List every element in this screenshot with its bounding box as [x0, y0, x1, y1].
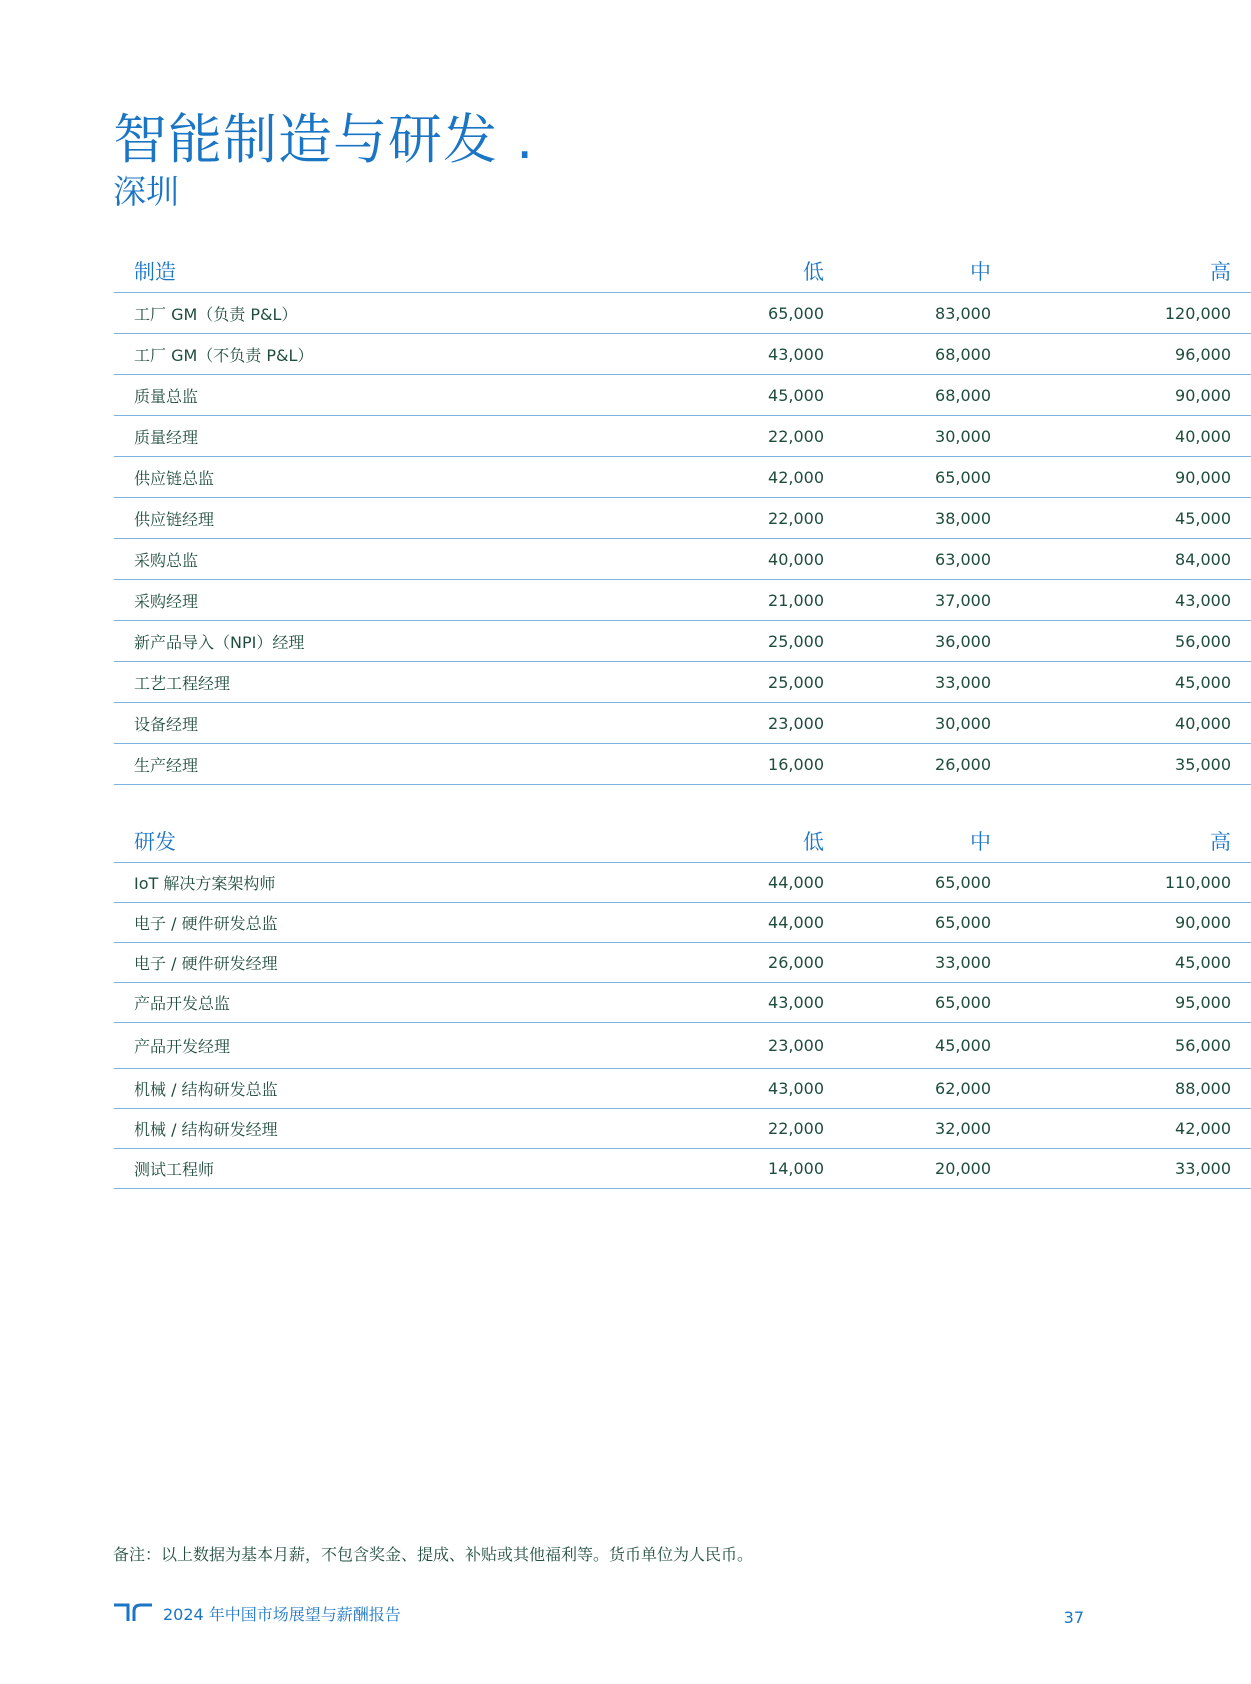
column-header-low: 低 — [694, 820, 844, 863]
salary-low: 65,000 — [694, 293, 844, 334]
footer-report-title: 2024 年中国市场展望与薪酬报告 — [163, 1604, 401, 1624]
salary-low: 26,000 — [694, 943, 844, 983]
table-row — [114, 293, 1251, 334]
salary-mid: 45,000 — [844, 1023, 1011, 1069]
position-name: 采购总监 — [114, 539, 694, 580]
salary-low: 22,000 — [694, 498, 844, 539]
table-row — [114, 580, 1251, 621]
position-name: 新产品导入（NPI）经理 — [114, 621, 694, 662]
salary-high: 33,000 — [1011, 1149, 1251, 1189]
position-name: 工厂 GM（不负责 P&L） — [114, 334, 694, 375]
manufacturing-salary-table — [114, 250, 1251, 785]
table-row — [114, 1149, 1251, 1189]
salary-high: 110,000 — [1011, 863, 1251, 903]
salary-mid: 36,000 — [844, 621, 1011, 662]
rnd-table-body — [114, 863, 1251, 1189]
salary-mid: 26,000 — [844, 744, 1011, 785]
salary-mid: 62,000 — [844, 1069, 1011, 1109]
rnd-salary-table — [114, 820, 1251, 1189]
column-header-high: 高 — [1011, 250, 1251, 293]
column-header-mid: 中 — [844, 820, 1011, 863]
table-header-row — [114, 820, 1251, 863]
page-footer — [113, 1601, 401, 1625]
salary-low: 23,000 — [694, 1023, 844, 1069]
salary-high: 35,000 — [1011, 744, 1251, 785]
position-name: 供应链总监 — [114, 457, 694, 498]
salary-mid: 68,000 — [844, 375, 1011, 416]
salary-low: 21,000 — [694, 580, 844, 621]
salary-low: 25,000 — [694, 621, 844, 662]
salary-low: 25,000 — [694, 662, 844, 703]
salary-mid: 33,000 — [844, 943, 1011, 983]
salary-mid: 38,000 — [844, 498, 1011, 539]
salary-mid: 68,000 — [844, 334, 1011, 375]
page-subtitle: 深圳 — [113, 172, 179, 211]
salary-high: 43,000 — [1011, 580, 1251, 621]
page-number: 37 — [1063, 1608, 1084, 1627]
position-name: 设备经理 — [114, 703, 694, 744]
salary-low: 42,000 — [694, 457, 844, 498]
salary-high: 40,000 — [1011, 703, 1251, 744]
salary-high: 42,000 — [1011, 1109, 1251, 1149]
table-row — [114, 662, 1251, 703]
position-name: 工厂 GM（负责 P&L） — [114, 293, 694, 334]
salary-low: 22,000 — [694, 416, 844, 457]
salary-high: 45,000 — [1011, 943, 1251, 983]
page-title: 智能制造与研发 . — [113, 108, 535, 171]
footnote: 备注：以上数据为基本月薪，不包含奖金、提成、补贴或其他福利等。货币单位为人民币。 — [113, 1545, 754, 1564]
salary-mid: 63,000 — [844, 539, 1011, 580]
position-name: 采购经理 — [114, 580, 694, 621]
position-name: 工艺工程经理 — [114, 662, 694, 703]
manufacturing-table-body — [114, 293, 1251, 785]
table-row — [114, 1023, 1251, 1069]
salary-high: 90,000 — [1011, 457, 1251, 498]
salary-high: 120,000 — [1011, 293, 1251, 334]
salary-high: 84,000 — [1011, 539, 1251, 580]
salary-low: 44,000 — [694, 863, 844, 903]
table-row — [114, 1109, 1251, 1149]
salary-low: 44,000 — [694, 903, 844, 943]
salary-low: 45,000 — [694, 375, 844, 416]
table-row — [114, 903, 1251, 943]
salary-low: 40,000 — [694, 539, 844, 580]
table-row — [114, 416, 1251, 457]
table-row — [114, 1069, 1251, 1109]
position-name: 供应链经理 — [114, 498, 694, 539]
salary-mid: 37,000 — [844, 580, 1011, 621]
position-name: 质量经理 — [114, 416, 694, 457]
salary-high: 90,000 — [1011, 375, 1251, 416]
salary-high: 45,000 — [1011, 498, 1251, 539]
salary-mid: 30,000 — [844, 416, 1011, 457]
position-name: 产品开发经理 — [114, 1023, 694, 1069]
salary-high: 90,000 — [1011, 903, 1251, 943]
salary-high: 40,000 — [1011, 416, 1251, 457]
salary-low: 43,000 — [694, 1069, 844, 1109]
salary-high: 56,000 — [1011, 621, 1251, 662]
table-row — [114, 744, 1251, 785]
column-header-high: 高 — [1011, 820, 1251, 863]
table-row — [114, 375, 1251, 416]
table-row — [114, 863, 1251, 903]
salary-high: 45,000 — [1011, 662, 1251, 703]
position-name: IoT 解决方案架构师 — [114, 863, 694, 903]
salary-low: 14,000 — [694, 1149, 844, 1189]
position-name: 机械 / 结构研发经理 — [114, 1109, 694, 1149]
column-header-category: 制造 — [114, 250, 694, 293]
position-name: 测试工程师 — [114, 1149, 694, 1189]
salary-mid: 65,000 — [844, 457, 1011, 498]
position-name: 机械 / 结构研发总监 — [114, 1069, 694, 1109]
salary-mid: 65,000 — [844, 863, 1011, 903]
salary-mid: 30,000 — [844, 703, 1011, 744]
column-header-low: 低 — [694, 250, 844, 293]
table-header-row — [114, 250, 1251, 293]
salary-low: 23,000 — [694, 703, 844, 744]
position-name: 电子 / 硬件研发总监 — [114, 903, 694, 943]
position-name: 产品开发总监 — [114, 983, 694, 1023]
salary-mid: 20,000 — [844, 1149, 1011, 1189]
table-row — [114, 498, 1251, 539]
table-row — [114, 334, 1251, 375]
salary-mid: 32,000 — [844, 1109, 1011, 1149]
salary-low: 43,000 — [694, 983, 844, 1023]
column-header-mid: 中 — [844, 250, 1011, 293]
salary-high: 56,000 — [1011, 1023, 1251, 1069]
table-row — [114, 539, 1251, 580]
company-logo-icon — [113, 1602, 153, 1624]
position-name: 质量总监 — [114, 375, 694, 416]
salary-mid: 65,000 — [844, 903, 1011, 943]
position-name: 电子 / 硬件研发经理 — [114, 943, 694, 983]
table-row — [114, 703, 1251, 744]
table-row — [114, 621, 1251, 662]
column-header-category: 研发 — [114, 820, 694, 863]
salary-high: 96,000 — [1011, 334, 1251, 375]
salary-mid: 83,000 — [844, 293, 1011, 334]
salary-low: 16,000 — [694, 744, 844, 785]
salary-low: 22,000 — [694, 1109, 844, 1149]
table-row — [114, 943, 1251, 983]
table-row — [114, 457, 1251, 498]
salary-mid: 65,000 — [844, 983, 1011, 1023]
salary-high: 95,000 — [1011, 983, 1251, 1023]
salary-mid: 33,000 — [844, 662, 1011, 703]
position-name: 生产经理 — [114, 744, 694, 785]
salary-high: 88,000 — [1011, 1069, 1251, 1109]
table-row — [114, 983, 1251, 1023]
salary-low: 43,000 — [694, 334, 844, 375]
